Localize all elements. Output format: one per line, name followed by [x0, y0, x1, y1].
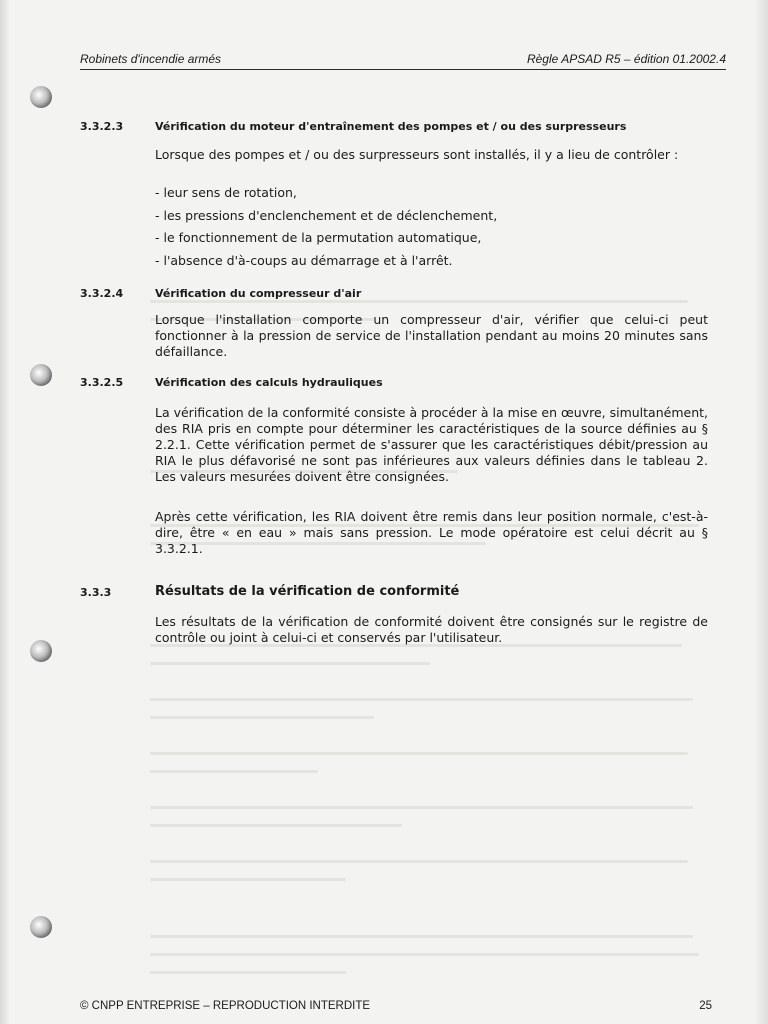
- list-item: - les pressions d'enclenchement et de déclenchement,: [155, 208, 498, 223]
- paragraph: Après cette vérification, les RIA doivent être remis dans leur position normale, c'est-à-dire, être « en eau » mais sans pression. Le mode opératoire est celui décrit au § 3.3.2.1.: [155, 509, 708, 556]
- section-title: Vérification du compresseur d'air: [155, 287, 362, 300]
- binder-hole: [30, 86, 52, 108]
- page-edge-right: [754, 0, 768, 1024]
- running-header: [80, 52, 726, 70]
- section-title: Vérification du moteur d'entraînement des pompes et / ou des surpresseurs: [155, 120, 627, 133]
- bleed-through-text: [150, 935, 710, 989]
- section-number: 3.3.2.4: [80, 287, 124, 300]
- list-item: - l'absence d'à-coups au démarrage et à l'arrêt.: [155, 253, 453, 268]
- section-number: 3.3.3: [80, 586, 112, 599]
- page-edge-left: [0, 0, 10, 1024]
- binder-hole: [30, 640, 52, 662]
- list-item: - le fonctionnement de la permutation automatique,: [155, 230, 482, 245]
- header-rule-edition: Règle APSAD R5 – édition 01.2002.4: [526, 52, 726, 66]
- section-number: 3.3.2.3: [80, 120, 124, 133]
- binder-hole: [30, 916, 52, 938]
- section-title: Vérification des calculs hydrauliques: [155, 376, 383, 389]
- paragraph: Lorsque l'installation comporte un compresseur d'air, vérifier que celui-ci peut fonctionner à la pression de service de l'installation pendant au moins 20 minutes sans défaillance.: [155, 312, 708, 359]
- list-item: - leur sens de rotation,: [155, 185, 297, 200]
- section-title: Résultats de la vérification de conformité: [155, 584, 460, 599]
- paragraph: La vérification de la conformité consiste à procéder à la mise en œuvre, simultanément, des RIA pris en compte pour déterminer les caractéristiques de la source définies au § 2.2.1. Cette vérification permet de s'assurer que les caractéristiques débit/pression au RIA le plus défavorisé ne sont pas inférieures aux valeurs définies dans le tableau 2. Les valeurs mesurées doivent être consignées.: [155, 405, 708, 484]
- binder-hole: [30, 364, 52, 386]
- footer-copyright: © CNPP ENTREPRISE – REPRODUCTION INTERDITE: [80, 1000, 371, 1012]
- section-intro: Lorsque des pompes et / ou des surpresseurs sont installés, il y a lieu de contrôler :: [155, 147, 679, 162]
- paragraph: Les résultats de la vérification de conformité doivent être consignés sur le registre de contrôle ou joint à celui-ci et conservés par l'utilisateur.: [155, 614, 708, 645]
- header-document-title: Robinets d'incendie armés: [80, 52, 222, 66]
- page-number: 25: [699, 1000, 712, 1012]
- section-number: 3.3.2.5: [80, 376, 124, 389]
